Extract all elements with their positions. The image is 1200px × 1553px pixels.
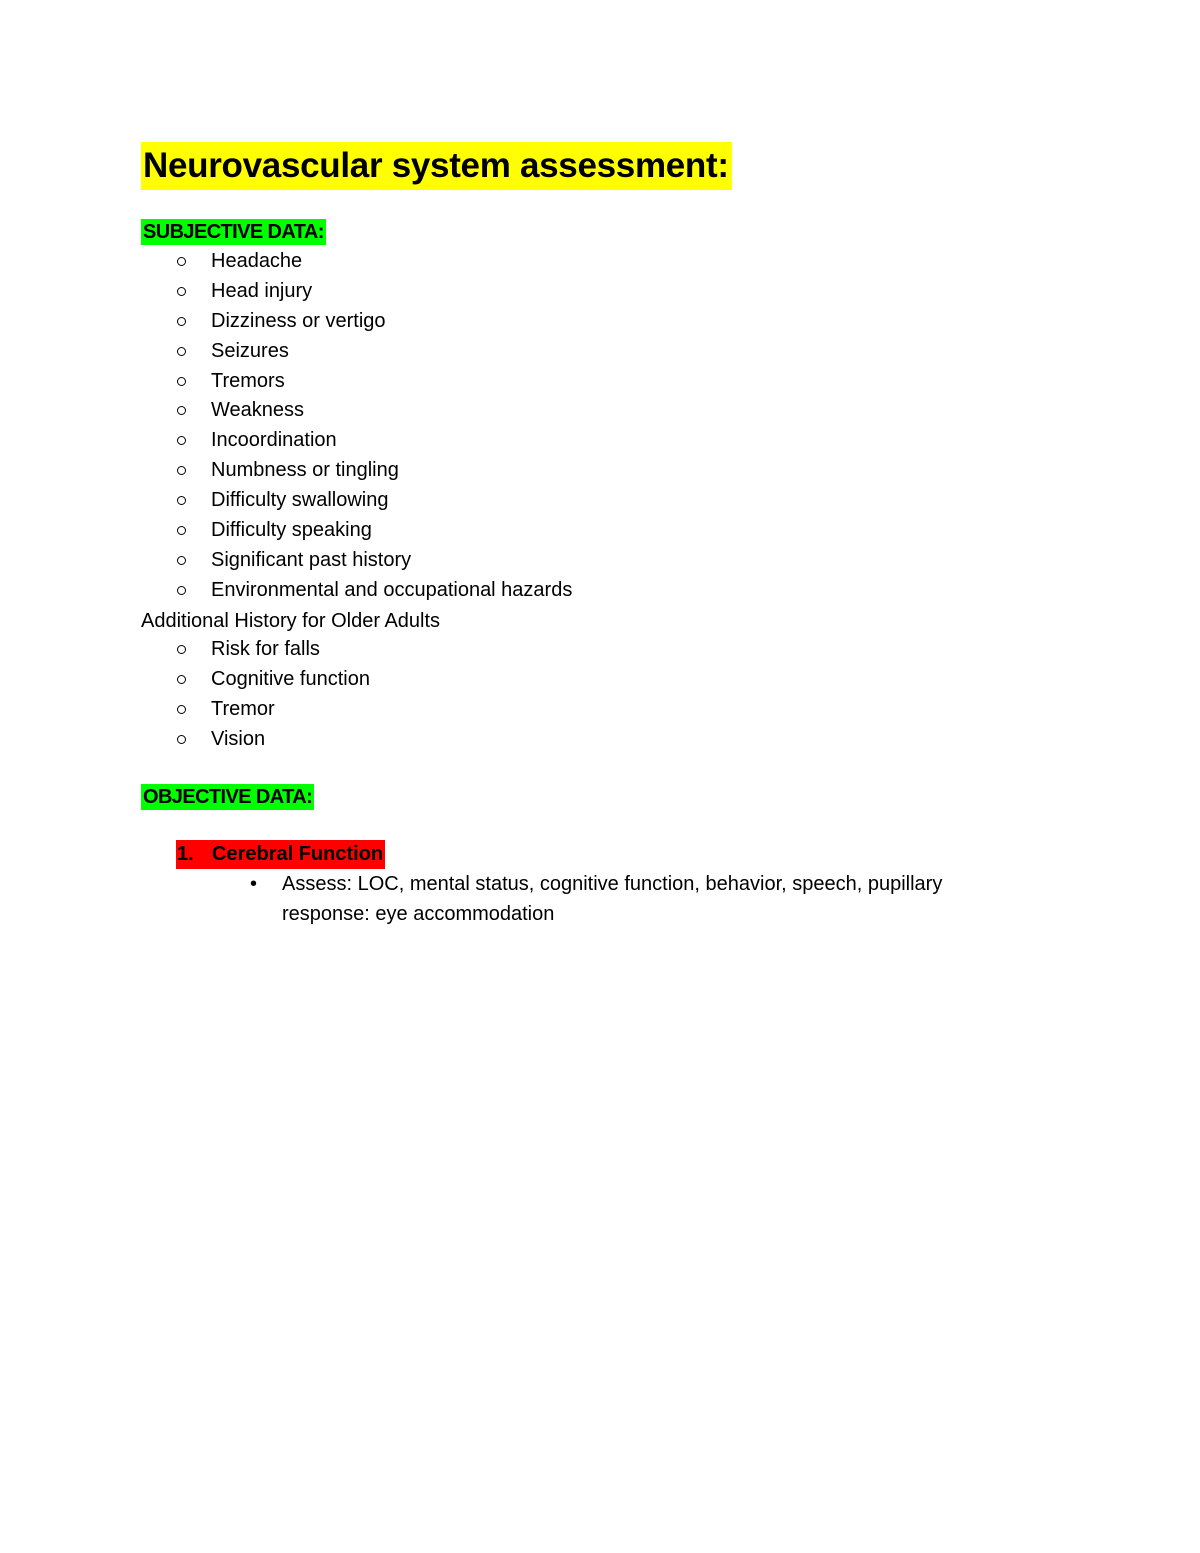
hollow-circle-bullet-icon: [177, 645, 186, 654]
hollow-circle-bullet-icon: [177, 705, 186, 714]
section-number: 1.: [177, 843, 194, 865]
cerebral-function-detail: Assess: LOC, mental status, cognitive function, behavior, speech, pupillary response: eye accommodation: [282, 873, 943, 925]
hollow-circle-bullet-icon: [177, 436, 186, 445]
hollow-circle-bullet-icon: [177, 406, 186, 415]
cerebral-function-heading: [176, 840, 385, 869]
hollow-circle-bullet-icon: [177, 586, 186, 595]
hollow-circle-bullet-icon: [177, 735, 186, 744]
hollow-circle-bullet-icon: [177, 526, 186, 535]
hollow-circle-bullet-icon: [177, 496, 186, 505]
hollow-circle-bullet-icon: [177, 257, 186, 266]
bullet-icon: •: [250, 873, 258, 895]
subjective-data-heading: SUBJECTIVE DATA:: [143, 221, 324, 243]
hollow-circle-bullet-icon: [177, 556, 186, 565]
hollow-circle-bullet-icon: [177, 347, 186, 356]
older-adults-heading: Additional History for Older Adults: [141, 610, 441, 632]
hollow-circle-bullet-icon: [177, 287, 186, 296]
document-page: Neurovascular system assessment: SUBJECTIVE DATA: Headache Head injury Dizziness or vertigo Seizures Tremors Weakness Incoordination Numbness or tingling Difficulty swallowing Difficulty speaking Significant past history Environmental and occupational hazards Additional History for Older Adults Risk for falls Cognitive function Tremor Vision OBJECTIVE DATA: 1. Cerebral Function • Assess: LOC, mental status, cognitive function, behavior, speech, pupillary response: eye accommodation: [0, 0, 1200, 1553]
hollow-circle-bullet-icon: [177, 317, 186, 326]
objective-data-heading: OBJECTIVE DATA:: [143, 786, 313, 808]
document-title: Neurovascular system assessment:: [141, 142, 732, 190]
hollow-circle-bullet-icon: [177, 466, 186, 475]
hollow-circle-bullet-icon: [177, 377, 186, 386]
hollow-circle-bullet-icon: [177, 675, 186, 684]
section-title: Cerebral Function: [212, 843, 384, 865]
